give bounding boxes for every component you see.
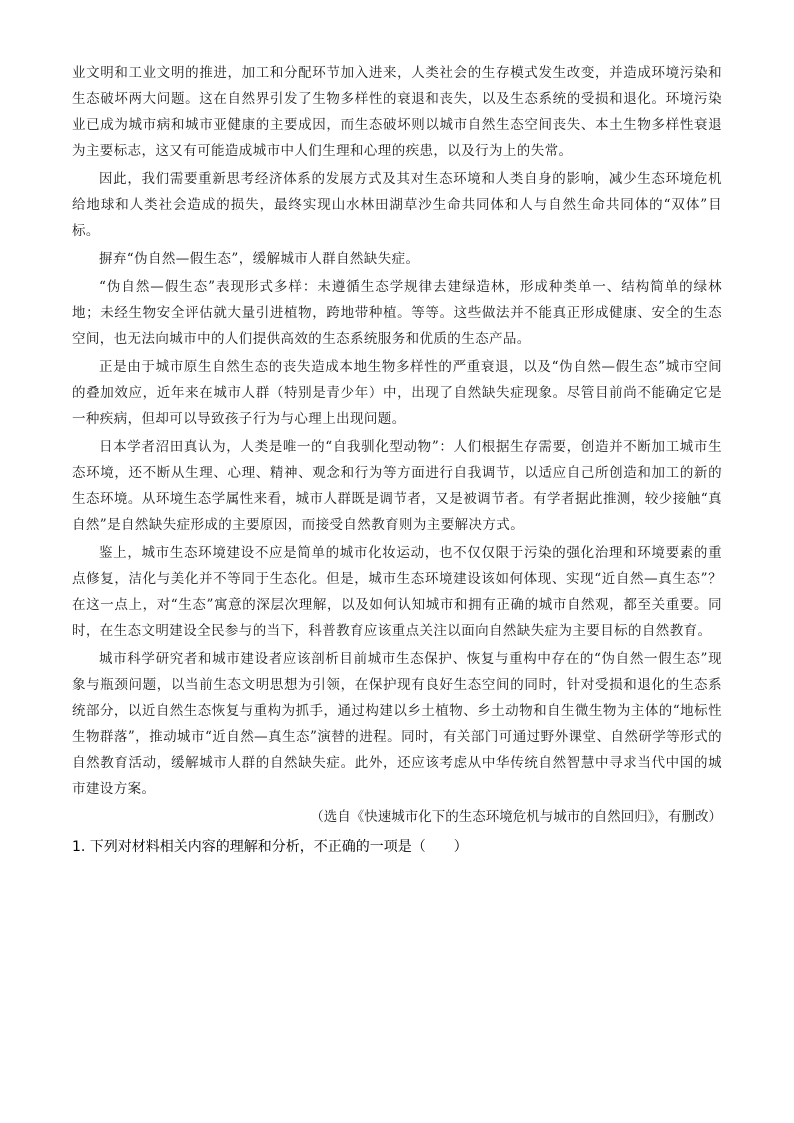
- paragraph-2: 因此，我们需要重新思考经济体系的发展方式及其对生态环境和人类自身的影响，减少生态环境危机给地球和人类社会造成的损失，最终实现山水林田湖草沙生命共同体和人与自然生命共同体的“双体”目标。: [72, 171, 722, 239]
- paragraph-7: 城市科学研究者和城市建设者应该剖析目前城市生态保护、恢复与重构中存在的“伪自然一假生态”现象与瓶颈问题，以当前生态文明思想为引领，在保护现有良好生态空间的同时，针对受损和退化的生态系统部分，以近自然生态恢复与重构为抓手，通过构建以乡土植物、乡土动物和自生微生物为主体的“地标性生物群落”，推动城市“近自然—真生态”演替的进程。同时，有关部门可通过野外课堂、自然研学等形式的自然教育活动，缓解城市人群的自然缺失症。此外，还应该考虑从中华传统自然智慧中寻求当代中国的城市建设方案。: [72, 651, 722, 797]
- paragraph-1: 业文明和工业文明的推进，加工和分配环节加入进来，人类社会的生存模式发生改变，并造成环境污染和生态破坏两大问题。这在自然界引发了生物多样性的衰退和丧失，以及生态系统的受损和退化。环境污染业已成为城市病和城市亚健康的主要成因，而生态破坏则以城市自然生态空间丧失、本土生物多样性衰退为主要标志，这又有可能造成城市中人们生理和心理的疾患，以及行为上的失常。: [72, 65, 722, 159]
- paragraph-5: 日本学者沼田真认为，人类是唯一的“自我驯化型动物”：人们根据生存需要，创造并不断加工城市生态环境，还不断从生理、心理、精神、观念和行为等方面进行自我调节，以适应自己所创造和加工的新的生态环境。从环境生态学属性来看，城市人群既是调节者，又是被调节者。有学者据此推测，较少接触“真自然”是自然缺失症形成的主要原因，而接受自然教育则为主要解决方式。: [72, 439, 722, 533]
- source-citation: （选自《快速城市化下的生态环境危机与城市的自然回归》，有删改）: [310, 809, 722, 825]
- section-heading: 摒弃“伪自然—假生态”，缓解城市人群自然缺失症。: [99, 251, 420, 267]
- paragraph-4: 正是由于城市原生自然生态的丧失造成本地生物多样性的严重衰退，以及“伪自然—假生态”城市空间的叠加效应，近年来在城市人群（特别是青少年）中，出现了自然缺失症现象。尽管目前尚不能确定它是一种疾病，但却可以导致孩子行为与心理上出现问题。: [72, 359, 722, 427]
- question-1: 1. 下列对材料相关内容的理解和分析，不正确的一项是（ ）: [72, 839, 468, 855]
- document-page: [72, 60, 722, 860]
- paragraph-3: “伪自然—假生态”表现形式多样：未遵循生态学规律去建绿造林，形成种类单一、结构简单的绿林地；未经生物安全评估就大量引进植物，跨地带种植。等等。这些做法并不能真正形成健康、安全的生态空间，也无法向城市中的人们提供高效的生态系统服务和优质的生态产品。: [72, 279, 722, 347]
- paragraph-6: 鉴上，城市生态环境建设不应是简单的城市化妆运动，也不仅仅限于污染的强化治理和环境要素的重点修复，洁化与美化并不等同于生态化。但是，城市生态环境建设该如何体现、实现“近自然—真生态”？在这一点上，对“生态”寓意的深层次理解，以及如何认知城市和拥有正确的城市自然观，都至关重要。同时，在生态文明建设全民参与的当下，科普教育应该重点关注以面向自然缺失症为主要目标的自然教育。: [72, 545, 722, 639]
